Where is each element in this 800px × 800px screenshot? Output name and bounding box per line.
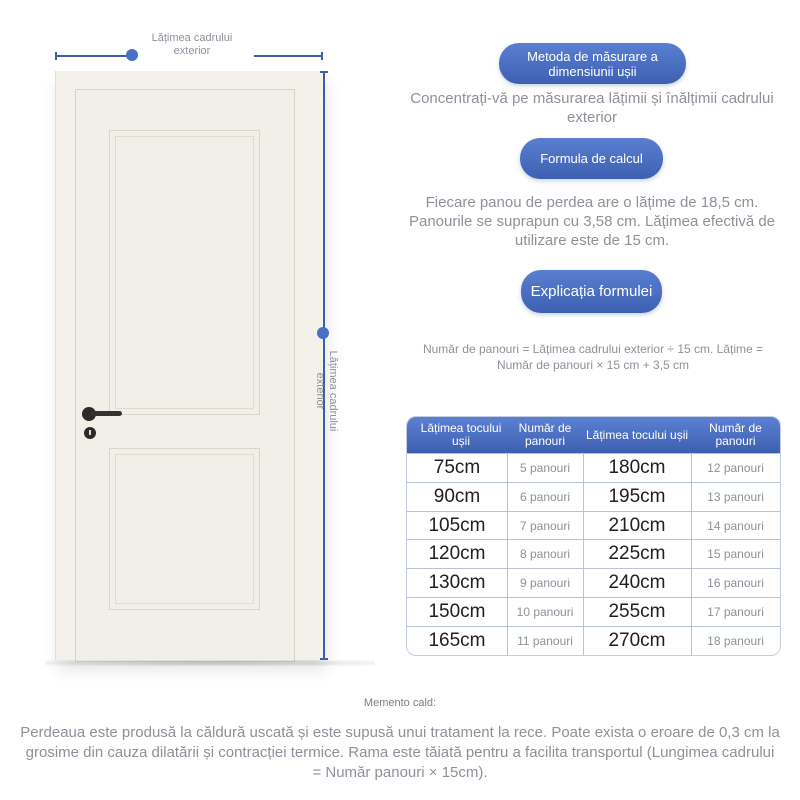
panel-count-cell: 11 panouri bbox=[517, 633, 573, 648]
panel-count-cell: 16 panouri bbox=[707, 576, 764, 591]
table-row bbox=[407, 597, 780, 626]
note-title: Memento cald: bbox=[363, 697, 437, 709]
table-row bbox=[407, 539, 780, 568]
panel-count-cell: 10 panouri bbox=[516, 605, 574, 619]
door-width-cell: 90cm bbox=[433, 485, 481, 507]
panel-count-cell: 13 panouri bbox=[707, 489, 764, 504]
panel-count-cell: 17 panouri bbox=[707, 605, 764, 619]
door-width-cell: 255cm bbox=[608, 601, 666, 622]
panel-count-cell: 8 panouri bbox=[519, 547, 571, 562]
panel-count-cell: 9 panouri bbox=[519, 576, 571, 591]
header-count-1: Număr de panouri bbox=[518, 421, 572, 448]
door-width-cell: 75cm bbox=[433, 457, 481, 478]
table-header bbox=[407, 417, 780, 453]
door-width-cell: 150cm bbox=[428, 601, 486, 622]
panel-count-cell: 6 panouri bbox=[519, 489, 571, 504]
panel-count-cell: 14 panouri bbox=[707, 518, 764, 533]
table-row bbox=[407, 626, 780, 655]
door-width-cell: 165cm bbox=[428, 629, 486, 651]
table-row bbox=[407, 453, 780, 482]
door-width-cell: 240cm bbox=[608, 572, 666, 594]
width-marker-dot bbox=[126, 49, 138, 61]
panel-count-cell: 7 panouri bbox=[519, 518, 571, 533]
door-width-cell: 210cm bbox=[608, 514, 666, 536]
note-text: Perdeaua este produsă la căldură uscată și este supusă unui tratament la rece. Poate exista o eroare de 0,3 cm la grosime din cauza dilatării și contracției termice. Rama este tăiată pentru a facilita transportul (Lungimea cadrului = Număr panouri × 15cm). bbox=[20, 724, 780, 781]
door-width-cell: 195cm bbox=[608, 485, 666, 507]
door-handle-icon bbox=[90, 411, 122, 416]
method-title: Metoda de măsurare a dimensiunii ușii bbox=[527, 48, 658, 79]
method-text: Concentrați-vă pe măsurarea lățimii și înălțimii cadrului exterior bbox=[410, 90, 774, 126]
panel-count-cell: 18 panouri bbox=[707, 633, 764, 648]
door-width-cell: 270cm bbox=[608, 629, 666, 651]
table-row bbox=[407, 482, 780, 511]
door-panel-bottom bbox=[109, 448, 260, 610]
door-width-cell: 225cm bbox=[608, 543, 666, 565]
header-width-2: Lățimea tocului ușii bbox=[585, 427, 689, 442]
formula-title-badge bbox=[520, 138, 663, 179]
explanation-text: Număr de panouri = Lățimea cadrului exterior ÷ 15 cm. Lățime = Număr de panouri × 15 cm + 3,5 cm bbox=[422, 342, 764, 372]
door-width-cell: 105cm bbox=[428, 514, 486, 536]
column-divider bbox=[507, 453, 508, 655]
floor-shadow bbox=[45, 660, 375, 666]
door-lock-icon bbox=[84, 427, 96, 439]
table-row bbox=[407, 568, 780, 597]
header-count-2: Număr de panouri bbox=[709, 421, 762, 448]
panel-count-cell: 15 panouri bbox=[707, 547, 764, 562]
explanation-title-badge bbox=[521, 270, 662, 313]
table-row bbox=[407, 511, 780, 540]
panel-count-cell: 12 panouri bbox=[707, 461, 764, 475]
column-divider bbox=[691, 453, 692, 655]
panel-count-cell: 5 panouri bbox=[519, 461, 571, 475]
column-divider bbox=[583, 453, 584, 655]
door-width-cell: 180cm bbox=[608, 457, 666, 478]
door-width-cell: 130cm bbox=[428, 572, 486, 594]
formula-text: Fiecare panou de perdea are o lățime de 18,5 cm. Panourile se suprapun cu 3,58 cm. Lățimea efectivă de utilizare este de 15 cm. bbox=[408, 194, 776, 249]
door-width-cell: 120cm bbox=[428, 543, 486, 565]
formula-title: Formula de calcul bbox=[540, 151, 643, 166]
width-dimension-label: Lățimea cadrului exterior bbox=[130, 32, 254, 58]
door-panel-top bbox=[109, 130, 260, 415]
size-table bbox=[406, 416, 781, 656]
height-dimension-label: Lățimea cadrului exterior bbox=[314, 350, 339, 432]
explanation-title: Explicația formulei bbox=[530, 283, 653, 300]
header-width-1: Lățimea tocului ușii bbox=[420, 421, 502, 448]
method-title-badge bbox=[499, 43, 686, 84]
